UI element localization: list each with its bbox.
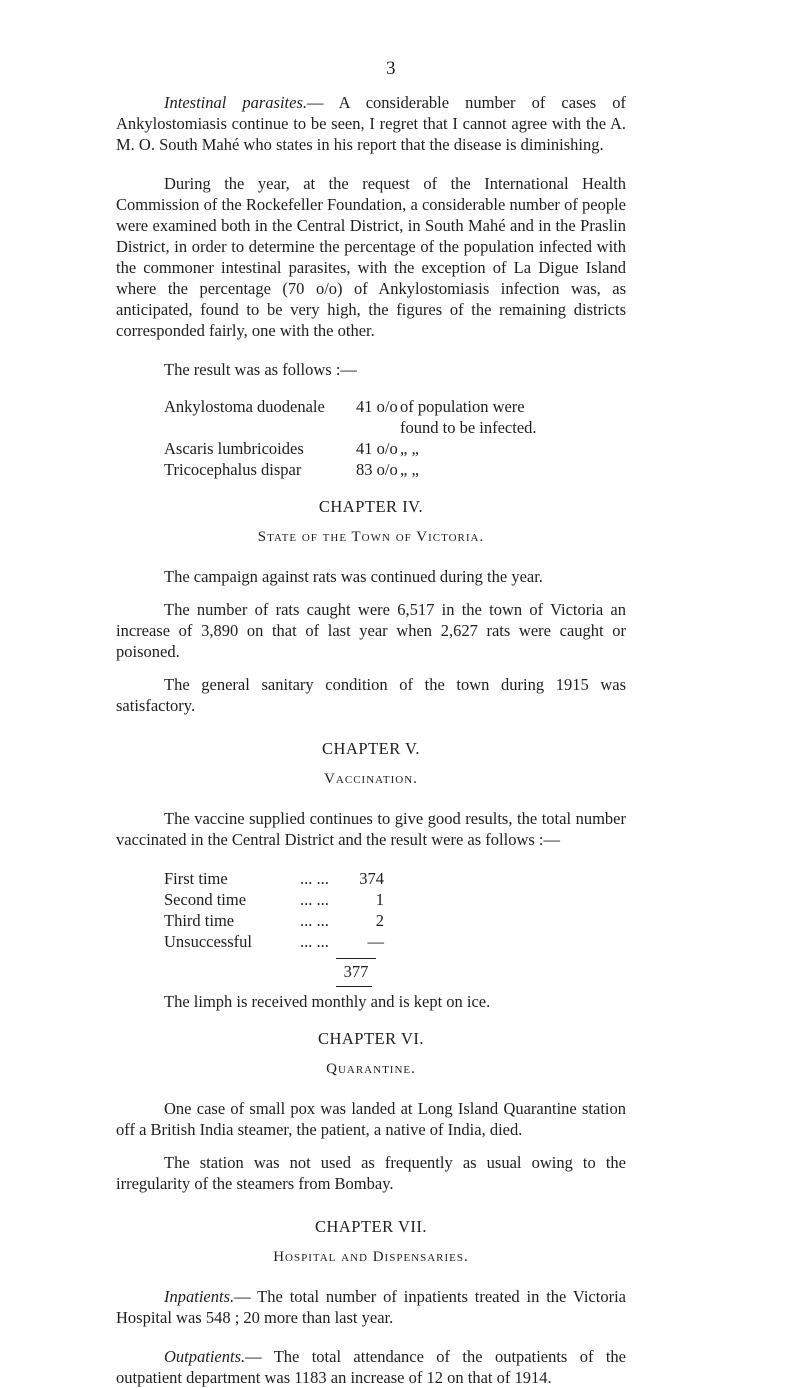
vaccination-dots: ... ... xyxy=(300,932,329,951)
result-intro: The result was as follows :— xyxy=(164,360,357,379)
vaccination-value: 1 xyxy=(375,890,384,909)
vaccination-label: Unsuccessful xyxy=(164,932,252,951)
vaccination-total: 377 xyxy=(336,958,376,982)
vaccination-label: First time xyxy=(164,869,228,888)
inpatients-paragraph xyxy=(116,1286,626,1328)
chapter-7-subtitle: Hospital and Dispensaries. xyxy=(273,1249,469,1265)
chapter-7-title: CHAPTER VII. xyxy=(314,1217,428,1236)
chapter-4-subtitle: State of the Town of Victoria. xyxy=(257,529,485,545)
vaccination-value: 374 xyxy=(359,869,384,888)
survey-paragraph: During the year, at the request of the International Health Commission of the Rockefeller Foundation, a considerable number of people were examined both in the Central District, in South Mahé and in the Praslin District, in order to determine the percentage of the population infected with the commoner intestinal parasites, with the exception of La Digue Island where the percentage (70 o/o) of Ankylostomiasis infection was, as anticipated, found to be very high, the figures of the remaining districts corresponded fairly, one with the other. xyxy=(116,174,626,340)
chapter-4-paragraph: The number of rats caught were 6,517 in the town of Victoria an increase of 3,890 on that of last year when 2,627 rats were caught or poisoned. xyxy=(116,600,626,661)
chapter-4-paragraph: The general sanitary condition of the town during 1915 was satisfactory. xyxy=(116,675,626,715)
parasite-name: Ankylostoma duodenale xyxy=(164,397,325,416)
parasite-note: of population were found to be infected. xyxy=(400,397,537,437)
chapter-5-paragraph: The vaccine supplied continues to give good results, the total number vaccinated in the Central District and the result were as follows :— xyxy=(116,809,626,849)
table-row xyxy=(164,438,537,459)
page-content xyxy=(116,92,626,1388)
parasite-note: „ „ xyxy=(400,439,419,458)
parasite-pct: 83 o/o xyxy=(356,460,398,479)
outpatients-heading: Outpatients. xyxy=(164,1347,246,1366)
parasite-name: Tricocephalus dispar xyxy=(164,460,302,479)
parasite-name: Ascaris lumbricoides xyxy=(164,439,304,458)
chapter-5-subtitle: Vaccination. xyxy=(324,771,418,787)
parasite-pct: 41 o/o xyxy=(356,439,398,458)
page-number: 3 xyxy=(386,58,396,79)
vaccination-dots: ... ... xyxy=(300,869,329,888)
chapter-5-title: CHAPTER V. xyxy=(322,739,420,758)
inpatients-text: — The total number of inpatients treated in the Victoria Hospital was 548 ; 20 more than last year. xyxy=(116,1287,626,1327)
vaccination-value: — xyxy=(367,932,384,951)
outpatients-paragraph xyxy=(116,1346,626,1388)
chapter-6-paragraph: The station was not used as frequently as usual owing to the irregularity of the steamers from Bombay. xyxy=(116,1153,626,1193)
intro-text: — A considerable number of cases of Ankylostomiasis continue to be seen, I regret that I cannot agree with the A. M. O. South Mahé who states in his report that the disease is diminishing. xyxy=(116,93,626,154)
parasite-pct: 41 o/o xyxy=(356,397,398,416)
table-row xyxy=(164,931,384,952)
table-row xyxy=(164,396,537,438)
vaccination-value: 2 xyxy=(375,911,384,930)
table-row xyxy=(164,910,384,931)
chapter-6-subtitle: Quarantine. xyxy=(326,1061,416,1077)
intro-paragraph xyxy=(116,92,626,155)
table-row xyxy=(164,889,384,910)
parasite-note: „ „ xyxy=(400,460,419,479)
total-underline xyxy=(336,986,372,987)
vaccination-dots: ... ... xyxy=(300,890,329,909)
inpatients-heading: Inpatients. xyxy=(164,1287,235,1306)
chapter-6-title: CHAPTER VI. xyxy=(317,1029,425,1048)
table-row xyxy=(164,868,384,889)
outpatients-text: — The total attendance of the outpatients of the outpatient department was 1183 an increase of 12 on that of 1914. xyxy=(116,1347,626,1387)
vaccination-table xyxy=(164,868,384,952)
chapter-4-paragraph: The campaign against rats was continued during the year. xyxy=(164,567,543,586)
chapter-6-paragraph: One case of small pox was landed at Long Island Quarantine station off a British India steamer, the patient, a native of India, died. xyxy=(116,1099,626,1139)
intro-heading: Intestinal parasites. xyxy=(164,93,308,112)
parasite-table xyxy=(164,396,537,480)
chapter-4-title: CHAPTER IV. xyxy=(318,497,424,516)
vaccination-dots: ... ... xyxy=(300,911,329,930)
table-row xyxy=(164,459,537,480)
vaccination-label: Second time xyxy=(164,890,247,909)
vaccination-label: Third time xyxy=(164,911,235,930)
chapter-5-paragraph: The limph is received monthly and is kept on ice. xyxy=(164,992,491,1011)
